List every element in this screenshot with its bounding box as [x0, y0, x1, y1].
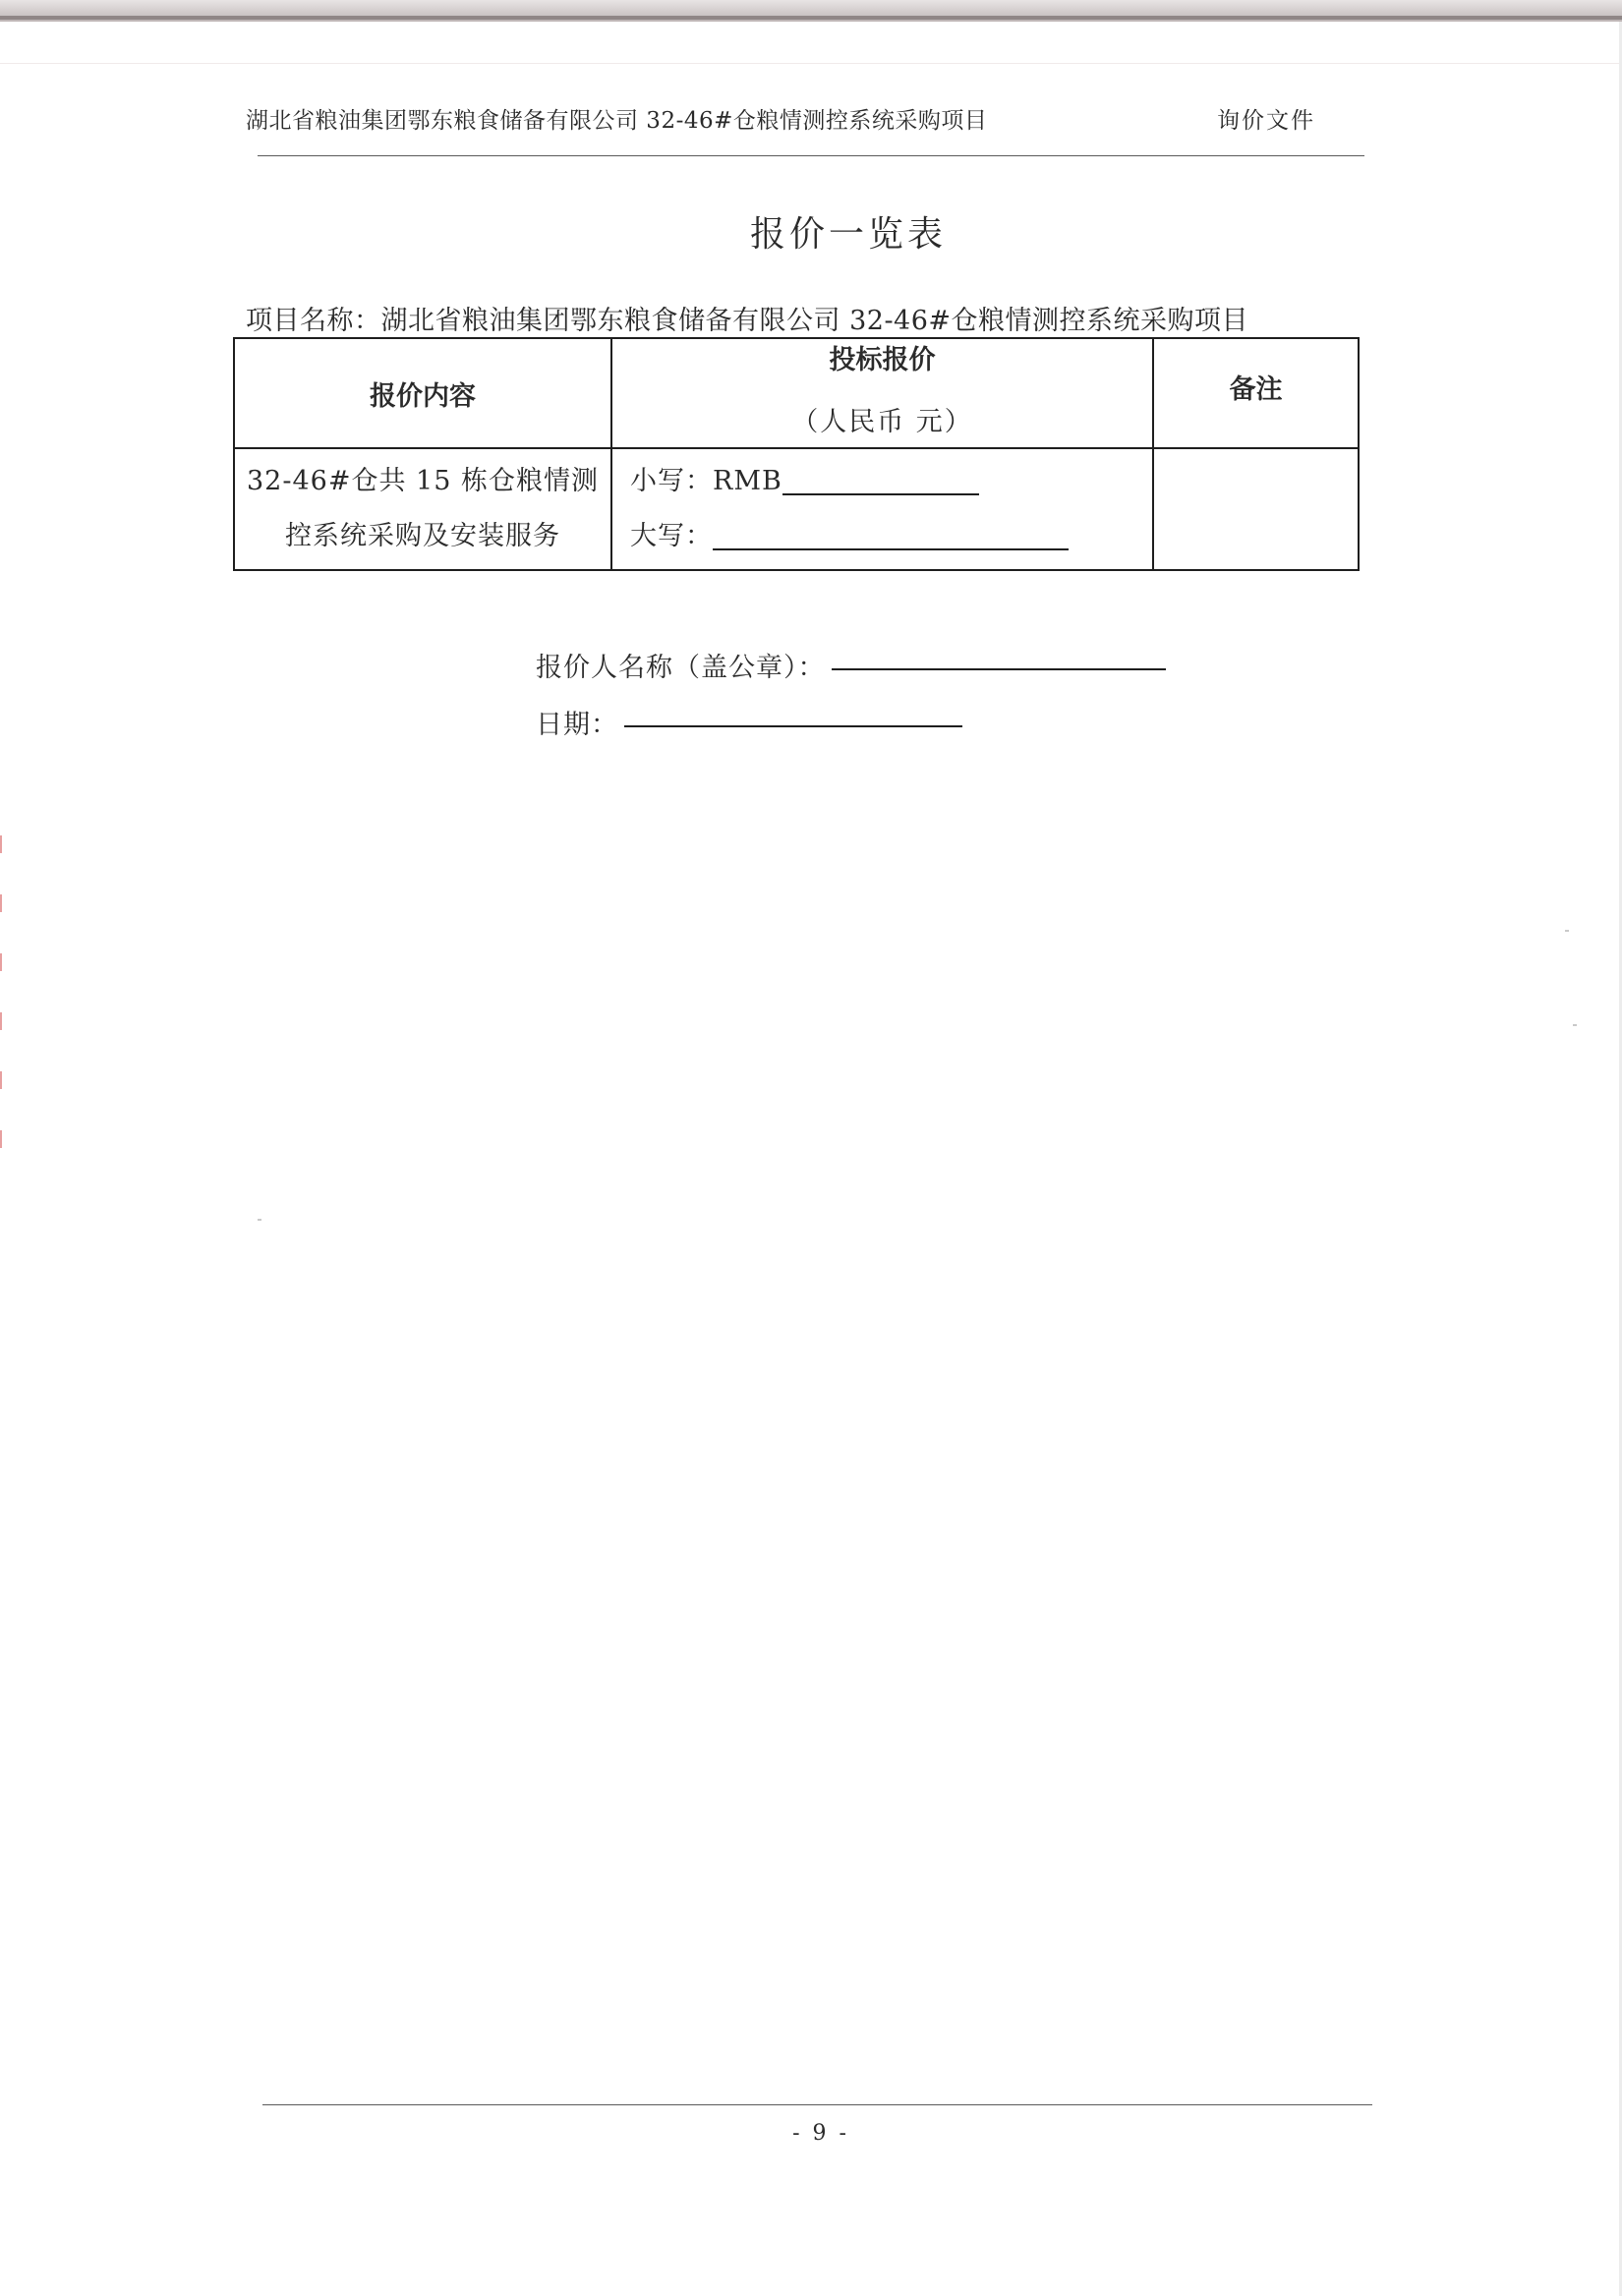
header-cell-price	[611, 338, 1153, 448]
date-label: 日期：	[536, 710, 618, 740]
remark-cell[interactable]	[1153, 448, 1359, 570]
project-name-line: 项目名称：湖北省粮油集团鄂东粮食储备有限公司 32-46#仓粮情测控系统采购项目	[246, 306, 1249, 336]
price-uppercase-line	[630, 509, 1152, 564]
table-header-row	[234, 338, 1359, 448]
page-header	[246, 102, 1364, 142]
bidder-name-line	[536, 627, 1166, 684]
document-title: 报价一览表	[749, 214, 947, 255]
scan-top-line	[0, 16, 1622, 20]
content-cell	[234, 448, 611, 570]
header-cell-content	[234, 338, 611, 448]
header-content-label: 报价内容	[370, 380, 476, 412]
price-uppercase-label: 大写：	[630, 521, 713, 551]
scan-speck	[1573, 1024, 1577, 1026]
header-rule	[258, 155, 1364, 156]
date-blank[interactable]	[624, 702, 962, 727]
price-cell	[611, 448, 1153, 570]
content-line-2: 控系统采购及安装服务	[285, 521, 560, 551]
header-price-label: 投标报价	[829, 345, 936, 375]
price-uppercase-blank[interactable]	[713, 525, 1069, 550]
page-number: - 9 -	[792, 2121, 849, 2146]
header-project-title: 湖北省粮油集团鄂东粮食储备有限公司 32-46#仓粮情测控系统采购项目	[246, 108, 988, 134]
scan-faint-line	[0, 63, 1622, 64]
header-price-currency: （人民币 元）	[791, 407, 973, 437]
header-doc-type: 询价文件	[1217, 108, 1315, 134]
scan-speck	[1565, 930, 1569, 932]
quote-table	[233, 337, 1360, 571]
header-cell-remark	[1153, 338, 1359, 448]
header-remark-label: 备注	[1229, 373, 1283, 405]
footer-rule	[262, 2104, 1372, 2105]
scan-left-marks	[0, 835, 2, 1160]
table-row	[234, 448, 1359, 570]
date-line	[536, 684, 1166, 741]
scan-speck	[258, 1219, 261, 1221]
content-line-1: 32-46#仓共 15 栋仓粮情测	[247, 466, 599, 496]
bidder-name-label: 报价人名称（盖公章）：	[536, 653, 826, 683]
price-lowercase-blank[interactable]	[782, 470, 979, 495]
price-lowercase-label: 小写：RMB	[630, 466, 782, 496]
price-lowercase-line	[630, 454, 1152, 509]
bidder-name-blank[interactable]	[832, 645, 1166, 670]
signature-block	[536, 627, 1166, 741]
